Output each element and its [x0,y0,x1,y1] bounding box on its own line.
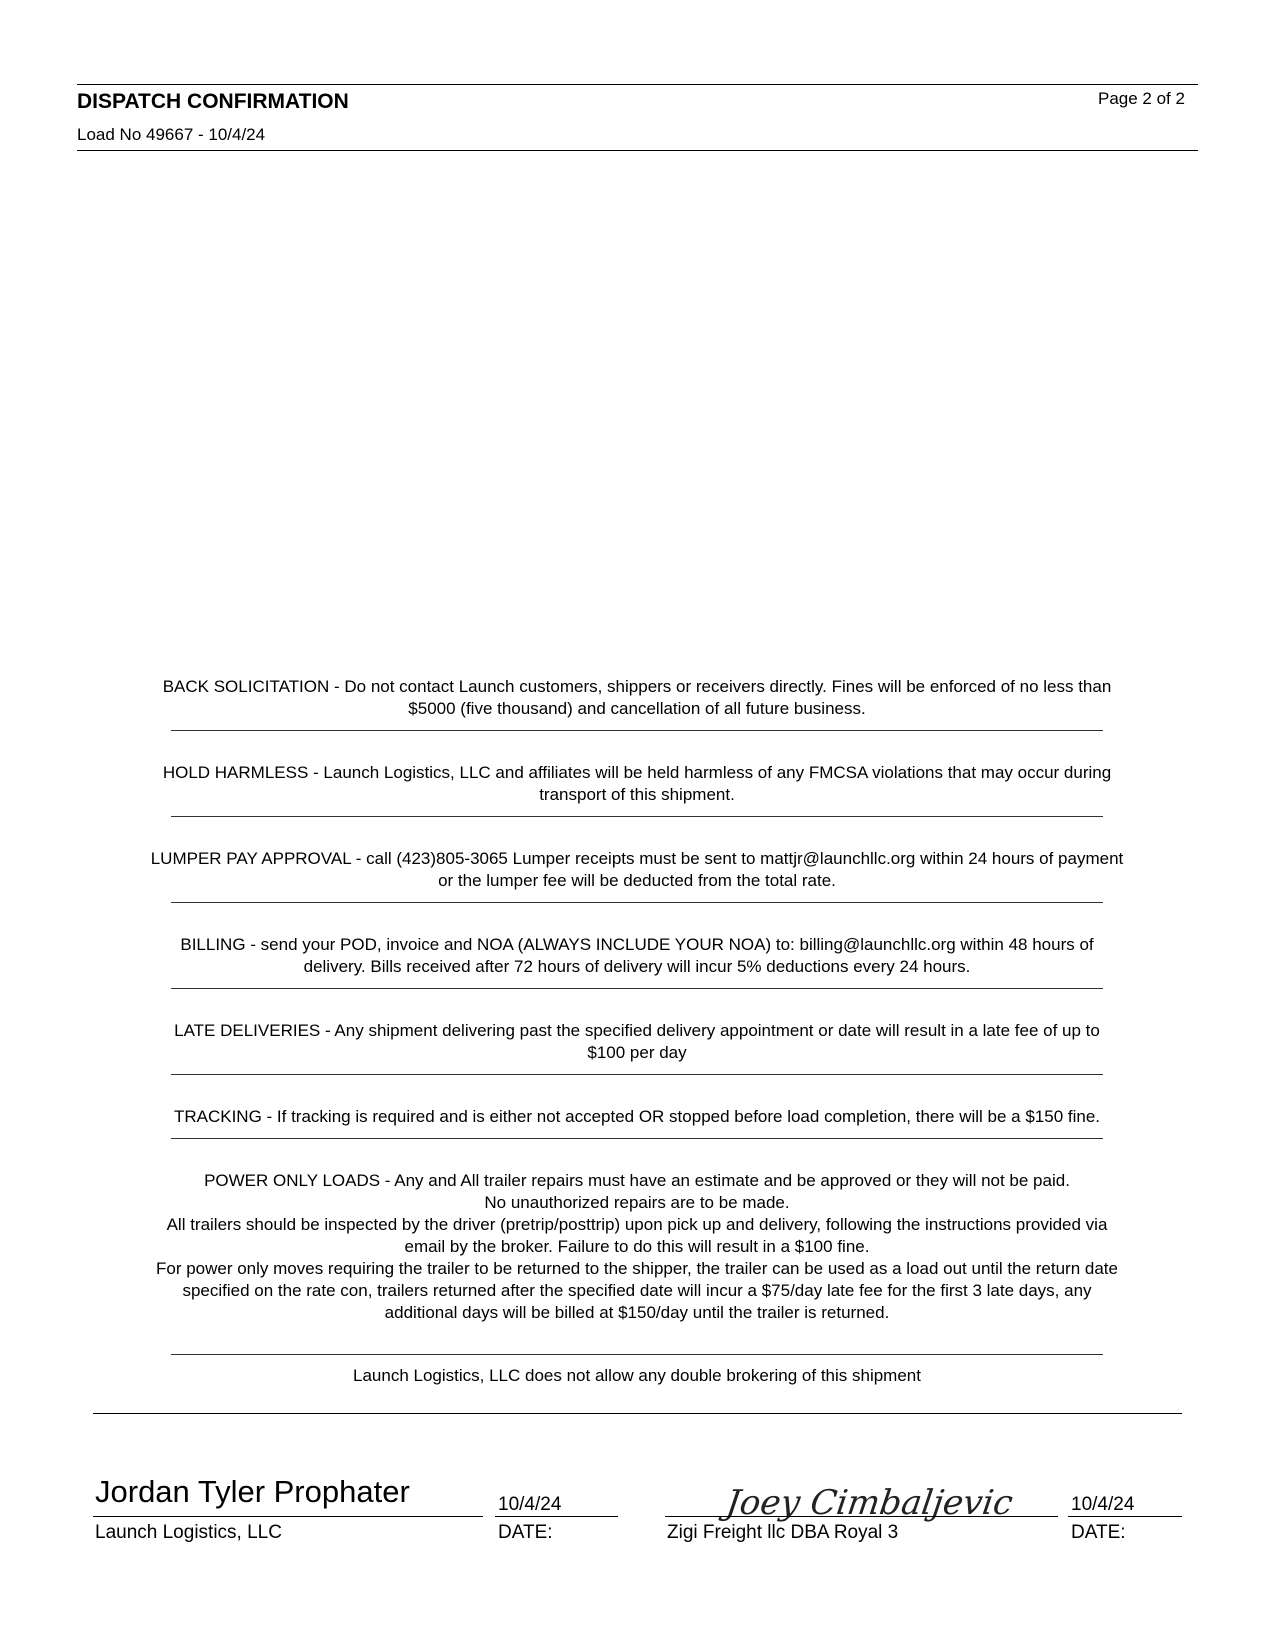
carrier-date-line [1068,1516,1182,1517]
broker-company: Launch Logistics, LLC [95,1522,282,1543]
term-line: For power only moves requiring the trailer to be returned to the shipper, the trailer can be used as a load out until the return date [155,1259,1118,1278]
term-line: All trailers should be inspected by the driver (pretrip/posttrip) upon pick up and delivery, following the instructions provided via [166,1215,1108,1234]
term-line: TRACKING - If tracking is required and is either not accepted OR stopped before load completion, there will be a $150 fine. [173,1107,1101,1126]
carrier-signature-line [665,1516,1058,1517]
handwritten-signature-icon [723,1478,1016,1524]
term-separator [171,988,1103,989]
term-separator [171,1138,1103,1139]
term-line: POWER ONLY LOADS - Any and All trailer repairs must have an estimate and be approved or they will not be paid. [204,1171,1070,1190]
carrier-company: Zigi Freight llc DBA Royal 3 [667,1522,899,1543]
term-line: transport of this shipment. [539,785,735,804]
term-line: LATE DELIVERIES - Any shipment delivering past the specified delivery appointment or date will result in a late fee of up to [174,1021,1100,1040]
term-line: BACK SOLICITATION - Do not contact Launch customers, shippers or receivers directly. Fines will be enforced of no less than [162,677,1112,696]
document-title: DISPATCH CONFIRMATION [77,90,349,113]
term-separator [171,1074,1103,1075]
term-late-deliveries [92,1020,1182,1064]
term-line: $100 per day [587,1043,687,1062]
double-brokering-note: Launch Logistics, LLC does not allow any double brokering of this shipment [353,1366,921,1385]
term-separator [171,1354,1103,1355]
signature-text: Joey Cimbaljevic [723,1483,1016,1523]
term-line: specified on the rate con, trailers returned after the specified date will incur a $75/day late fee for the first 3 late days, any [182,1281,1092,1300]
term-line: HOLD HARMLESS - Launch Logistics, LLC and affiliates will be held harmless of any FMCSA violations that may occur during [162,763,1112,782]
term-power-only [92,1170,1182,1324]
broker-date-label: DATE: [498,1522,553,1543]
carrier-signature [723,1478,1016,1524]
header-bottom-rule [77,150,1198,151]
term-line: $5000 (five thousand) and cancellation of all future business. [408,699,866,718]
terms-bottom-rule [93,1413,1182,1414]
term-lumper-pay [92,848,1182,892]
broker-date-line [495,1516,618,1517]
load-number: Load No 49667 - 10/4/24 [77,125,266,144]
broker-date-value: 10/4/24 [498,1494,562,1515]
term-separator [171,816,1103,817]
term-line: delivery. Bills received after 72 hours of delivery will incur 5% deductions every 24 hours. [303,957,971,976]
carrier-date-label: DATE: [1071,1522,1126,1543]
term-billing [92,934,1182,978]
term-line: email by the broker. Failure to do this will result in a $100 fine. [404,1237,870,1256]
term-line: or the lumper fee will be deducted from the total rate. [438,871,836,890]
term-separator [171,730,1103,731]
term-tracking [92,1106,1182,1128]
term-line: LUMPER PAY APPROVAL - call (423)805-3065 Lumper receipts must be sent to mattjr@launchllc.org within 24 hours of payment [150,849,1124,868]
broker-signature-name: Jordan Tyler Prophater [95,1474,410,1509]
term-line: additional days will be billed at $150/day until the trailer is returned. [384,1303,890,1322]
term-line: BILLING - send your POD, invoice and NOA (ALWAYS INCLUDE YOUR NOA) to: billing@launchllc.org within 48 hours of [180,935,1094,954]
term-line: No unauthorized repairs are to be made. [484,1193,790,1212]
broker-signature-line [93,1516,483,1517]
term-back-solicitation [92,676,1182,720]
page-number: Page 2 of 2 [1098,89,1185,108]
header-top-rule [77,84,1198,85]
carrier-date-value: 10/4/24 [1071,1494,1135,1515]
terms-section [92,676,1182,1387]
term-hold-harmless [92,762,1182,806]
term-separator [171,902,1103,903]
